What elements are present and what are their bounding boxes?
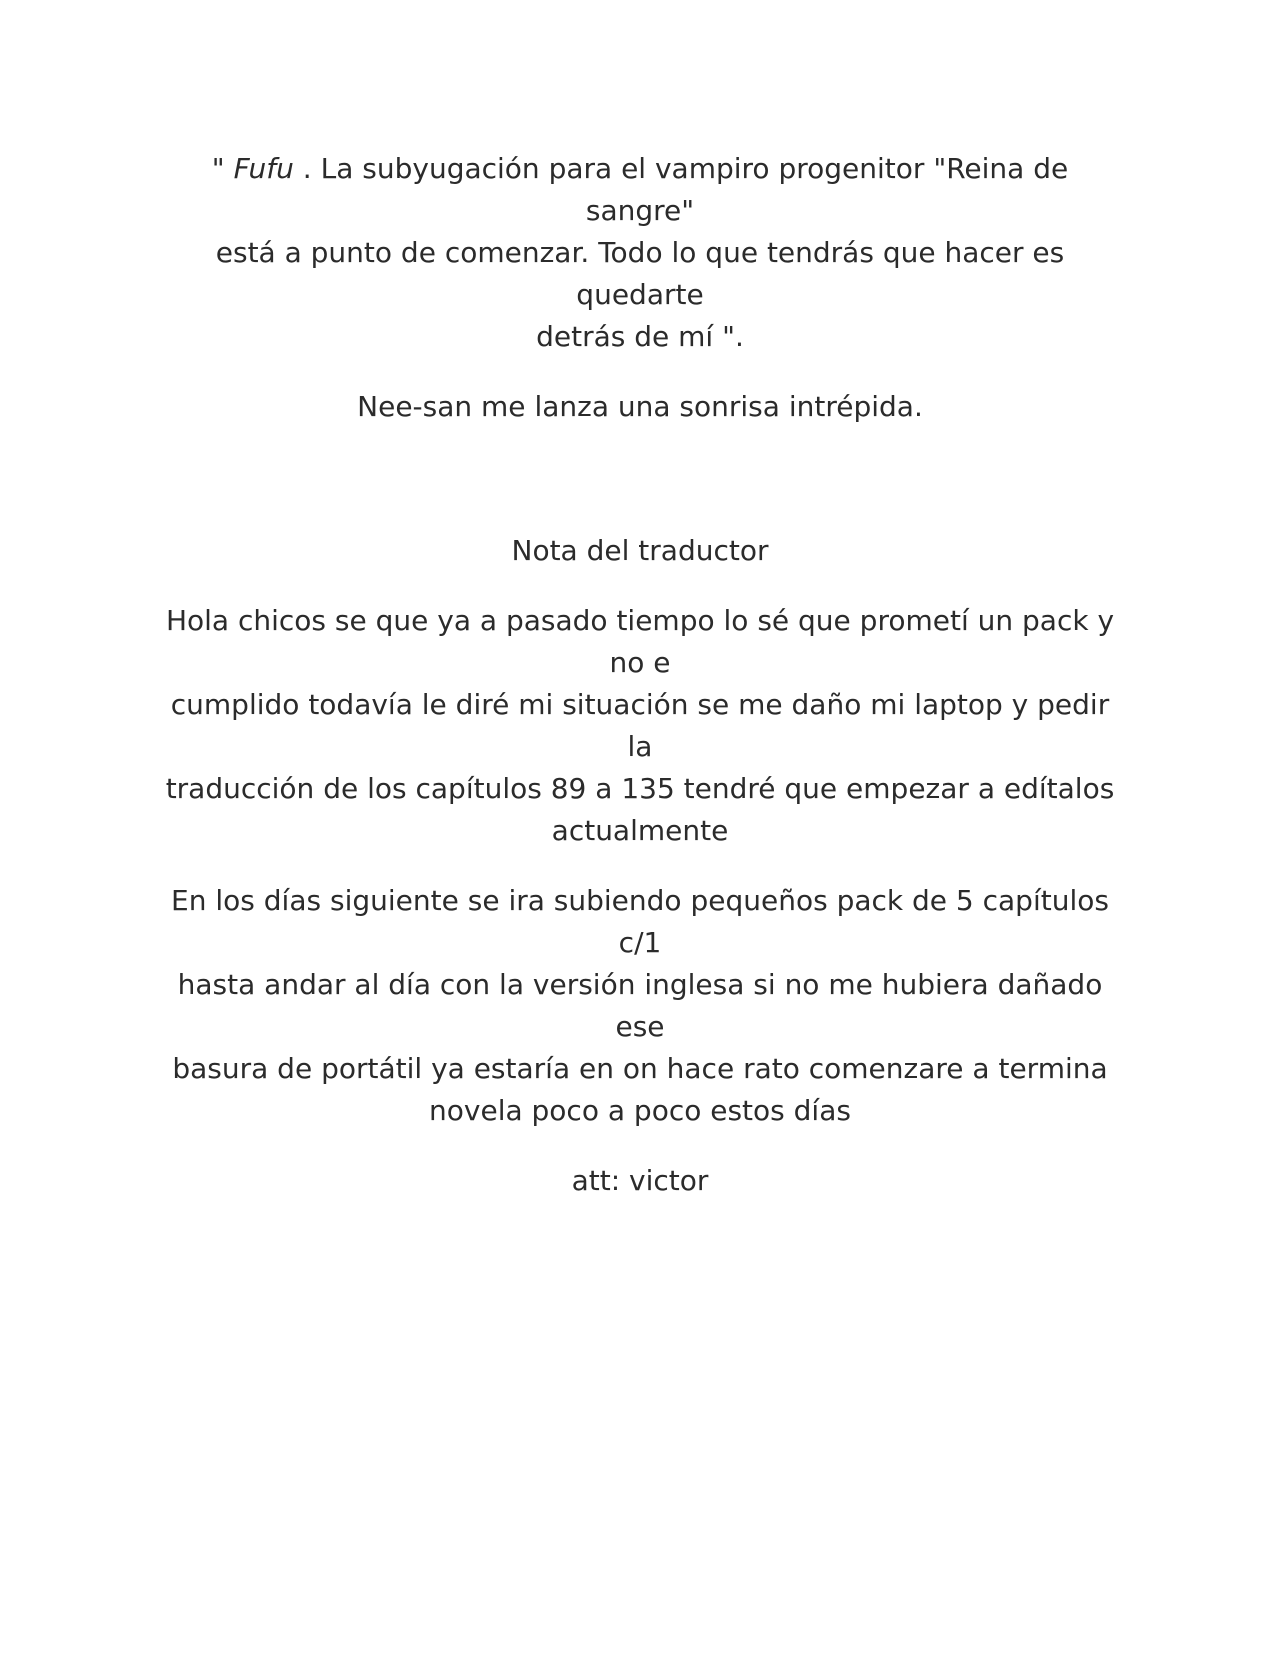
opening-emphasis: Fufu [233,152,294,185]
opening-quote: " [211,152,234,185]
section-spacer [160,456,1120,530]
note-paragraph-1: Hola chicos se que ya a pasado tiempo lo sé que prometí un pack y no e cumplido todavía le diré mi situación se me daño mi laptop y pedir la traducción de los capítulos 89 a 135 tendré que empezar a edítalos actualmente [165,604,1115,847]
document-body [160,148,1120,1230]
note-paragraph-2: En los días siguiente se ira subiendo pequeños pack de 5 capítulos c/1 hasta andar al día con la versión inglesa si no me hubiera dañado ese basura de portátil ya estaría en on hace rato comenzare a termina novela poco a poco estos días [171,884,1109,1127]
signature: att: victor [571,1164,709,1197]
story-paragraph: Nee-san me lanza una sonrisa intrépida. [357,390,923,423]
opening-text: . La subyugación para el vampiro progenitor "Reina de sangre" está a punto de comenzar. Todo lo que tendrás que hacer es quedarte detrás de mí ". [215,152,1069,353]
note-title: Nota del traductor [511,534,769,567]
opening-paragraph [160,148,1120,358]
